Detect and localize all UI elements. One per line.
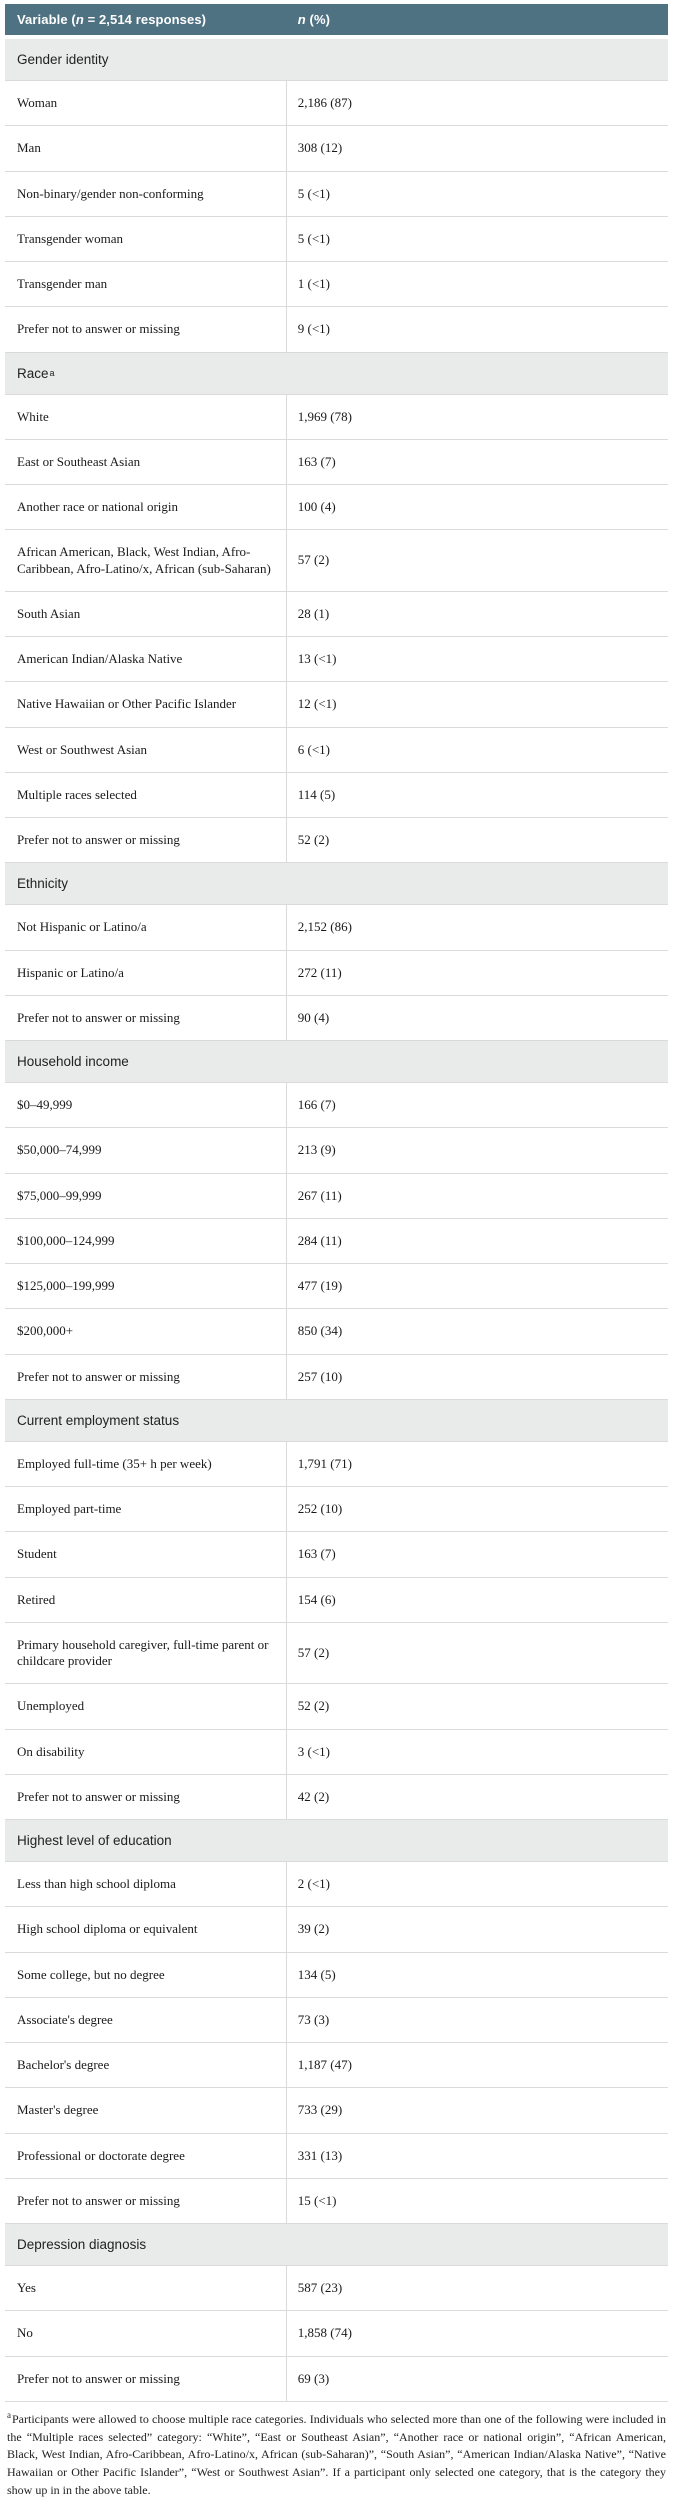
- row-label: West or Southwest Asian: [5, 728, 287, 772]
- row-value: 272 (11): [297, 964, 342, 980]
- row-value: 12 (<1): [297, 696, 337, 712]
- row-value: 57 (2): [297, 552, 330, 568]
- row-label: Prefer not to answer or missing: [5, 2357, 287, 2401]
- variable-header-n-italic: n: [75, 12, 84, 27]
- table-row: [5, 905, 668, 950]
- row-label: East or Southeast Asian: [5, 440, 287, 484]
- table-row: [5, 1355, 668, 1400]
- row-value: 1,858 (74): [297, 2325, 352, 2341]
- section-title: Depression diagnosis: [17, 2237, 147, 2252]
- table-row: [5, 1083, 668, 1128]
- row-value: 163 (7): [297, 1546, 336, 1562]
- row-label: $0–49,999: [5, 1083, 287, 1127]
- row-label: Transgender woman: [5, 217, 287, 261]
- row-label: On disability: [5, 1730, 287, 1774]
- row-label: Prefer not to answer or missing: [5, 2179, 287, 2223]
- variable-header-prefix: Variable (: [17, 12, 76, 27]
- row-value: 267 (11): [297, 1187, 342, 1203]
- section-title: Ethnicity: [17, 876, 69, 892]
- row-value: 9 (<1): [297, 321, 331, 337]
- table-row: [5, 637, 668, 682]
- footnote-marker: a: [7, 2409, 11, 2420]
- row-value: 257 (10): [297, 1368, 343, 1384]
- row-label: $75,000–99,999: [5, 1174, 287, 1218]
- row-value: 5 (<1): [297, 185, 331, 201]
- row-value: 3 (<1): [297, 1743, 331, 1759]
- table-footnote: [5, 2402, 668, 2500]
- table-row: [5, 1953, 668, 1998]
- row-value: 28 (1): [297, 605, 330, 621]
- table-row: [5, 2266, 668, 2311]
- table-row: [5, 1998, 668, 2043]
- row-label: Employed full-time (35+ h per week): [5, 1442, 287, 1486]
- table-row: [5, 2043, 668, 2088]
- table-row: [5, 1487, 668, 1532]
- table-row: [5, 1907, 668, 1952]
- row-value: 57 (2): [297, 1644, 330, 1660]
- row-value: 52 (2): [297, 1698, 330, 1714]
- row-label: African American, Black, West Indian, Afro-Caribbean, Afro-Latino/x, African (sub-Saharan): [5, 530, 287, 591]
- row-label: American Indian/Alaska Native: [5, 637, 287, 681]
- row-value: 1 (<1): [297, 276, 331, 291]
- section-header-current-employment-status: [5, 1400, 668, 1442]
- table-row: [5, 2357, 668, 2402]
- row-value: 114 (5): [297, 786, 336, 802]
- section-title: Race: [17, 365, 49, 381]
- row-label: Prefer not to answer or missing: [5, 996, 287, 1040]
- row-label: Prefer not to answer or missing: [5, 818, 287, 862]
- row-value: 42 (2): [297, 1788, 330, 1804]
- table-row: [5, 1730, 668, 1775]
- row-label: Prefer not to answer or missing: [5, 307, 287, 351]
- row-value: 587 (23): [297, 2280, 343, 2295]
- footnote-text: Participants were allowed to choose multiple race categories. Individuals who selected more than one of the following were included in the “Multiple races selected” category: “White”, “East or Southeast Asian”, “Another race or national origin”, “African American, Black, West Indian, Afro-Caribbean, Afro-Latino/x, African (sub-Saharan)”, “South Asian”, “American Indian/Alaska Native”, “Native Hawaiian or Other Pacific Islander”, “West or Southwest Asian”. If a participant only selected one category, that is the category they show up in in the above table.: [7, 2411, 666, 2497]
- row-value: 163 (7): [297, 453, 336, 469]
- table-row: [5, 1532, 668, 1577]
- table-row: [5, 395, 668, 440]
- row-label: $125,000–199,999: [5, 1264, 287, 1308]
- row-label: Not Hispanic or Latino/a: [5, 905, 287, 949]
- section-header-household-income: [5, 1041, 668, 1083]
- row-label: High school diploma or equivalent: [5, 1907, 287, 1951]
- table-row: [5, 485, 668, 530]
- variable-header-suffix: = 2,514 responses): [83, 12, 207, 27]
- section-header-highest-level-of-education: [5, 1820, 668, 1862]
- table-row: [5, 126, 668, 171]
- row-label: Unemployed: [5, 1684, 287, 1728]
- row-value: 15 (<1): [297, 2192, 337, 2208]
- section-title: Current employment status: [17, 1412, 180, 1428]
- table-row: [5, 2134, 668, 2179]
- table-row: [5, 2088, 668, 2133]
- row-label: Transgender man: [5, 262, 287, 306]
- column-header-n-percent: [287, 5, 668, 34]
- row-label: Retired: [5, 1578, 287, 1622]
- table-row: [5, 951, 668, 996]
- row-label: Primary household caregiver, full-time parent or childcare provider: [5, 1623, 287, 1684]
- table-row: [5, 217, 668, 262]
- table-row: [5, 1174, 668, 1219]
- row-label: Master's degree: [5, 2088, 287, 2132]
- table-row: [5, 1309, 668, 1354]
- row-value: 134 (5): [297, 1966, 336, 1982]
- row-value: 13 (<1): [297, 651, 337, 666]
- table-row: [5, 1219, 668, 1264]
- table-row: [5, 81, 668, 126]
- section-header-gender-identity: [5, 39, 668, 81]
- table-row: [5, 1128, 668, 1173]
- row-value: 73 (3): [297, 2011, 330, 2027]
- section-header-ethnicity: [5, 863, 668, 905]
- row-label: Employed part-time: [5, 1487, 287, 1531]
- section-header-race: Race a: [5, 353, 668, 395]
- table-row: [5, 1623, 668, 1685]
- row-label: South Asian: [5, 592, 287, 636]
- table-row: [5, 1442, 668, 1487]
- table-row: [5, 530, 668, 592]
- table-header-row: [5, 4, 668, 35]
- n-percent-n-italic: n: [297, 12, 306, 27]
- row-label: Bachelor's degree: [5, 2043, 287, 2087]
- section-title: Highest level of education: [17, 1833, 172, 1848]
- row-value: 2 (<1): [297, 1876, 331, 1891]
- row-label: Native Hawaiian or Other Pacific Islander: [5, 682, 287, 726]
- row-value: 284 (11): [297, 1232, 342, 1248]
- row-value: 154 (6): [297, 1591, 336, 1607]
- row-label: Prefer not to answer or missing: [5, 1775, 287, 1819]
- row-value: 252 (10): [297, 1501, 343, 1516]
- row-label: Woman: [5, 81, 287, 125]
- section-header-depression-diagnosis: [5, 2224, 668, 2266]
- table-row: [5, 592, 668, 637]
- table-row: [5, 818, 668, 863]
- row-value: 1,969 (78): [297, 408, 352, 424]
- table-row: [5, 2311, 668, 2356]
- row-label: Associate's degree: [5, 1998, 287, 2042]
- row-value: 733 (29): [297, 2102, 343, 2118]
- table-row: [5, 996, 668, 1041]
- row-label: No: [5, 2311, 287, 2355]
- row-value: 166 (7): [297, 1097, 336, 1112]
- section-title: Gender identity: [17, 52, 109, 67]
- row-label: Non-binary/gender non-conforming: [5, 172, 287, 216]
- table-row: [5, 773, 668, 818]
- row-value: 1,187 (47): [297, 2057, 352, 2072]
- row-label: White: [5, 395, 287, 439]
- table-row: [5, 440, 668, 485]
- table-row: [5, 2179, 668, 2224]
- column-header-variable: [5, 5, 287, 34]
- row-label: $200,000+: [5, 1309, 287, 1353]
- row-value: 331 (13): [297, 2147, 343, 2163]
- row-label: Prefer not to answer or missing: [5, 1355, 287, 1399]
- row-label: Student: [5, 1532, 287, 1576]
- row-label: Professional or doctorate degree: [5, 2134, 287, 2178]
- row-value: 52 (2): [297, 832, 330, 847]
- row-value: 850 (34): [297, 1323, 343, 1339]
- table-row: [5, 262, 668, 307]
- section-title: Household income: [17, 1054, 129, 1069]
- table-row: [5, 682, 668, 727]
- table-row: [5, 1862, 668, 1907]
- row-value: 90 (4): [297, 1009, 330, 1025]
- table-body: [5, 39, 668, 2402]
- row-label: Another race or national origin: [5, 485, 287, 529]
- row-label: $100,000–124,999: [5, 1219, 287, 1263]
- demographics-table: [5, 4, 668, 2500]
- table-row: [5, 728, 668, 773]
- row-label: Hispanic or Latino/a: [5, 951, 287, 995]
- row-label: Man: [5, 126, 287, 170]
- table-row: [5, 172, 668, 217]
- n-percent-suffix: (%): [305, 12, 331, 27]
- table-row: [5, 1775, 668, 1820]
- row-value: 477 (19): [297, 1278, 343, 1293]
- row-value: 1,791 (71): [297, 1455, 352, 1471]
- table-row: [5, 1578, 668, 1623]
- row-value: 69 (3): [297, 2370, 330, 2386]
- row-value: 2,186 (87): [297, 95, 352, 110]
- row-label: Yes: [5, 2266, 287, 2310]
- row-value: 100 (4): [297, 499, 336, 514]
- row-value: 39 (2): [297, 1921, 330, 1937]
- table-row: [5, 1264, 668, 1309]
- row-label: $50,000–74,999: [5, 1128, 287, 1172]
- table-row: [5, 1684, 668, 1729]
- row-value: 308 (12): [297, 140, 343, 156]
- row-value: 2,152 (86): [297, 919, 352, 935]
- row-label: Less than high school diploma: [5, 1862, 287, 1906]
- row-value: 5 (<1): [297, 230, 331, 246]
- row-value: 213 (9): [297, 1142, 336, 1158]
- row-label: Multiple races selected: [5, 773, 287, 817]
- row-value: 6 (<1): [297, 741, 331, 757]
- row-label: Some college, but no degree: [5, 1953, 287, 1997]
- table-row: [5, 307, 668, 352]
